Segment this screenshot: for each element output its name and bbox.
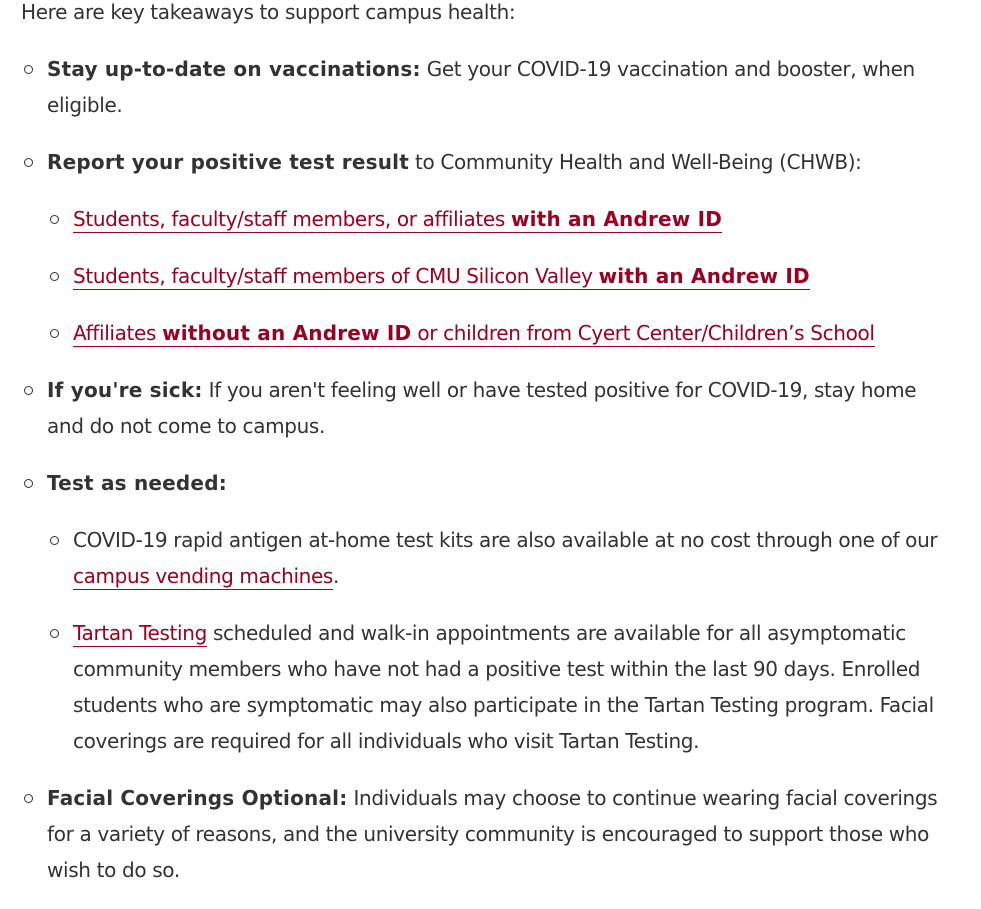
vaccinations-text: Get your COVID-19 vaccination and booster, when eligible. (47, 57, 915, 117)
circle-bullet-icon (24, 386, 33, 395)
sick-heading: If you're sick: (47, 378, 203, 402)
circle-bullet-icon (24, 794, 33, 803)
list-item-rapid-test (47, 522, 951, 594)
circle-bullet-icon (50, 329, 59, 338)
circle-bullet-icon (50, 215, 59, 224)
circle-bullet-icon (50, 629, 59, 638)
sick-text: If you aren't feeling well or have tested positive for COVID-19, stay home and do not come to campus. (47, 378, 917, 438)
list-item-tartan-testing (47, 615, 951, 759)
article-content (21, 0, 951, 909)
rapid-test-text: COVID-19 rapid antigen at-home test kits are also available at no cost through one of our (73, 528, 938, 552)
vaccinations-heading: Stay up-to-date on vaccinations: (47, 57, 421, 81)
list-item-test (21, 465, 951, 759)
circle-bullet-icon (24, 65, 33, 74)
circle-bullet-icon (24, 479, 33, 488)
list-item-affiliates (47, 315, 951, 351)
list-item-sick (21, 372, 951, 444)
report-link-silicon-valley[interactable]: Students, faculty/staff members of CMU Silicon Valley with an Andrew ID (73, 264, 810, 288)
test-heading: Test as needed: (47, 471, 227, 495)
tartan-testing-text: scheduled and walk-in appointments are available for all asymptomatic community members who have not had a positive test within the last 90 days. Enrolled students who are symptomatic may also participate in the Tartan Testing program. Facial coverings are required for all individuals who visit Tartan Testing. (73, 621, 934, 753)
tartan-testing-link[interactable]: Tartan Testing (73, 621, 207, 645)
test-sublist (47, 522, 951, 759)
circle-bullet-icon (50, 272, 59, 281)
report-text: to Community Health and Well-Being (CHWB): (409, 150, 862, 174)
list-item-report (21, 144, 951, 351)
vending-machines-link[interactable]: campus vending machines (73, 564, 333, 588)
circle-bullet-icon (24, 158, 33, 167)
list-item-facial-coverings (21, 780, 951, 888)
circle-bullet-icon (50, 536, 59, 545)
takeaways-list (21, 51, 951, 888)
rapid-test-period: . (333, 564, 340, 588)
report-link-affiliates[interactable]: Affiliates without an Andrew ID or children from Cyert Center/Children’s School (73, 321, 875, 345)
list-item-andrew-id (47, 201, 951, 237)
report-links-list (47, 201, 951, 351)
intro-text: Here are key takeaways to support campus health: (21, 0, 516, 24)
list-item-silicon-valley (47, 258, 951, 294)
facial-coverings-heading: Facial Coverings Optional: (47, 786, 348, 810)
list-item-vaccinations (21, 51, 951, 123)
report-link-andrew-id[interactable]: Students, faculty/staff members, or affiliates with an Andrew ID (73, 207, 723, 231)
facial-coverings-text: Individuals may choose to continue wearing facial coverings for a variety of reasons, and the university community is encouraged to support those who wish to do so. (47, 786, 938, 882)
report-heading: Report your positive test result (47, 150, 409, 174)
